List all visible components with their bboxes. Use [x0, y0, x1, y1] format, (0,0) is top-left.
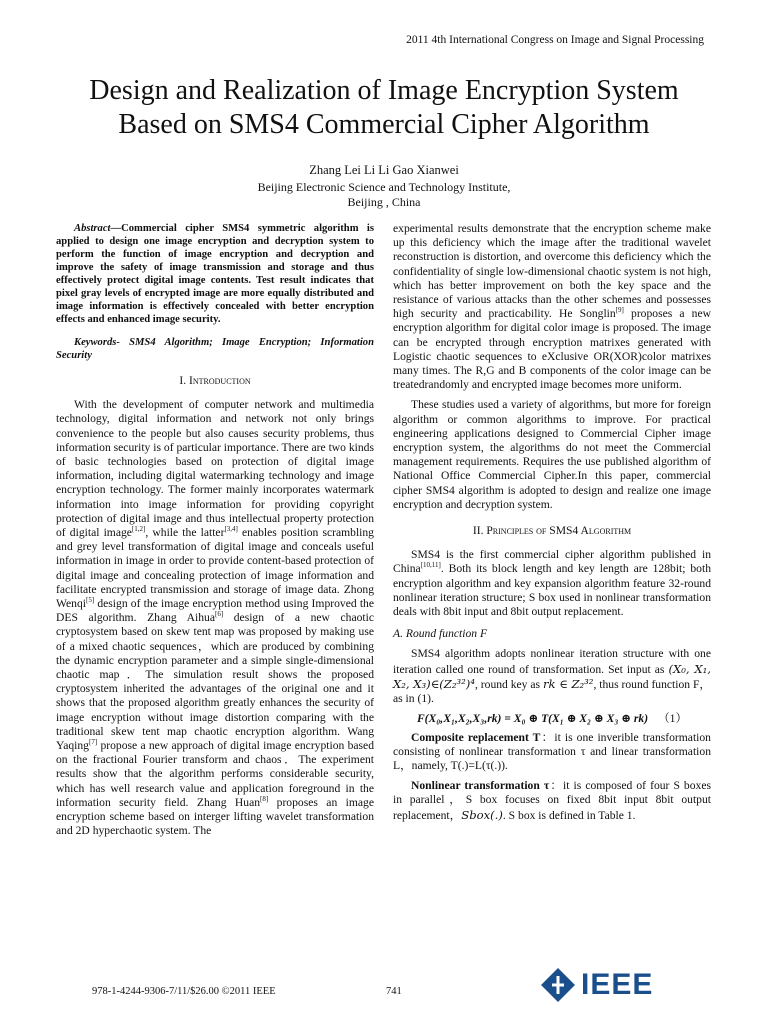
- citation: [8]: [260, 795, 269, 804]
- affiliation-line-2: Beijing , China: [347, 195, 421, 209]
- left-column: [56, 222, 374, 845]
- text-run: SMS4 is the first commercial cipher algorithm published in China: [393, 548, 711, 576]
- text-run: , round key as: [474, 677, 541, 691]
- text-run: proposes a new encryption algorithm for digital color image is proposed. The image can be encrypted through encryption matrixes generated with Logistic chaotic sequences to eXclusive OR(XOR)color matrixes many times. The R,G and B components of the color image can be treatedrandomly and encrypted image becomes more uniform.: [393, 307, 711, 392]
- math-round-key: rk ∈ Z₂³²: [542, 676, 594, 691]
- text-run: design of a new chaotic cryptosystem based on skew tent map was proposed by making use of a mixed chaotic sequences，which are produced by combining the dynamic encryption parameter and a simple single-dimensional chaotic map．The simulation result shows the proposed cryptosystem inherited the advantages of the original one and it shows that the proposed algorithm greatly enhances the security of image encryption without image distortion comparing with the traditional skew tent map chaotic encryption algorithm. Wang Yaqing: [56, 611, 374, 753]
- right-paragraph-5: [393, 731, 711, 774]
- term-label: Composite replacement T: [411, 730, 541, 744]
- authors: Zhang Lei Li Li Gao Xianwei: [309, 163, 459, 177]
- equation-1: [393, 712, 711, 726]
- equation-text: F(X₀,X₁,X₂,X₃,rk) = X₀ ⊕ T(X₁ ⊕ X₂ ⊕ X₃ ⊕ rk): [416, 712, 649, 726]
- text-run: , thus round function F，as in (1).: [393, 677, 712, 706]
- right-paragraph-2: These studies used a variety of algorithms, but more for foreign algorithm or common algorithms to improve. For practical engineering applications designed to Commercial Cipher image encryption system, the algorithms do not meet the Commercial management requirements. Requires the use published algorithm of National Office Commercial Cipher.In this paper, commercial cipher SMS4 algorithm is adopted to design and realize one image encryption and decryption system.: [393, 398, 711, 511]
- right-column: [393, 222, 711, 829]
- citation: [5]: [85, 596, 95, 605]
- subsection-heading-round-function: A. Round function F: [393, 627, 488, 641]
- citation: [6]: [214, 610, 224, 619]
- text-run: , while the latter: [145, 526, 225, 540]
- abstract-label: Abstract: [74, 223, 111, 234]
- keywords: Keywords- SMS4 Algorithm; Image Encryption; Information Security: [56, 337, 374, 361]
- citation: [9]: [615, 306, 624, 315]
- ieee-diamond-icon: [541, 968, 575, 1002]
- text-run: design of the image encryption method using Improved the DES algorithm. Zhang Aihua: [56, 597, 374, 625]
- title-line-1: Design and Realization of Image Encryption System: [89, 75, 679, 106]
- conference-header: 2011 4th International Congress on Image and Signal Processing: [406, 34, 704, 46]
- citation: [3,4]: [224, 525, 238, 534]
- math-input-set: (X₀, X₁, X₂, X₃)∈(Z₂³²)⁴: [393, 661, 711, 691]
- footer-isbn: 978-1-4244-9306-7/11/$26.00 ©2011 IEEE: [92, 986, 276, 997]
- affiliation-line-1: Beijing Electronic Science and Technology Institute,: [257, 180, 511, 194]
- text-run: With the development of computer network and multimedia technology, digital information and network not only brings convenience to the people but also causes security problems, thus information security is of particular importance. There are two kinds of basic technologies based on protection of digital image information, including digital watermarking technology and image encryption technology. The former mainly incorporates watermark information into image information for providing copyright protection of digital image and thus intellectual property protection of digital image: [56, 398, 374, 540]
- paper-title: [40, 74, 728, 142]
- text-run: ：it is composed of four S boxes in parallel，S box focuses on fixed 8bit input 8bit output replacement，: [393, 779, 711, 822]
- section-heading-principles: II. Principles of SMS4 Algorithm: [472, 524, 632, 538]
- citation: [10,11]: [420, 561, 441, 570]
- intro-paragraph: [56, 398, 374, 838]
- abstract: [56, 222, 374, 326]
- citation: [1,2]: [131, 525, 146, 534]
- right-paragraph-4: [393, 647, 711, 706]
- right-paragraph-6: [393, 779, 711, 823]
- text-run: ：it is one inverible transformation consisting of nonlinear transformation τ and linear transformation L，namely, T(.)=L(τ(.)).: [393, 730, 711, 772]
- text-run: SMS4 algorithm adopts nonlinear iteration structure with one iteration called one round of transformation. Set input as: [393, 647, 711, 676]
- text-run: experimental results demonstrate that the encryption scheme make up this deficiency which the image after the traditional wavelet reconstruction is distortion, and overcome this deficiency which the confidentiality of single low-dimensional chaotic system is not high, which has better improvement on both the key space and the resistance of various attacks than the other schemes and possesses high security and practicability. He Songlin: [393, 222, 711, 321]
- text-run: . S box is defined in Table 1.: [502, 808, 636, 822]
- citation: [7]: [88, 738, 98, 747]
- text-run: . Both its block length and key length are 128bit; both encryption algorithm and key expansion algorithm feature 32-round nonlinear iteration structure; S box used in nonlinear transformation deals with 8bit input and 8bit output replacement.: [393, 562, 711, 619]
- title-line-2: Based on SMS4 Commercial Cipher Algorithm: [118, 109, 650, 140]
- math-sbox: Sbox(.): [461, 807, 503, 822]
- right-paragraph-3: [393, 548, 711, 619]
- equation-number: （1）: [658, 712, 688, 726]
- affiliation: [0, 180, 768, 210]
- text-run: enables position scrambling and grey level transformation of digital image and conceals useful information in image in order to provide content-based protection of digital image and concealing protection of image information and facilitate encrypted transmission and storage of image data. Zhong Wenqi: [56, 526, 374, 611]
- ieee-logo: [541, 968, 653, 1002]
- text-run: proposes an image encryption scheme based on interger lifting wavelet transformation and 2D hyperchaotic system. The: [56, 795, 375, 838]
- page-number: 741: [386, 986, 402, 997]
- text-run: propose a new approach of digital image encryption based on the fractional Fourier transform and chaos．The experiment results show that the algorithm performs considerable security, which has well research value and application foreground in the information security field. Zhang Huan: [56, 739, 374, 809]
- right-paragraph-1: [393, 222, 711, 392]
- ieee-logo-text: IEEE: [581, 968, 654, 1001]
- abstract-text: —Commercial cipher SMS4 symmetric algorithm is applied to design one image encryption and decryption system to perform the function of image encryption and decryption and improve the safety of image transmission and storage and thus effectively protect digital image contents. Test result indicates that pixel gray levels of encrypted image are more equally distributed and image information is effectively concealed with better encryption effects and enhanced image security.: [56, 223, 374, 325]
- term-label: Nonlinear transformation τ: [411, 779, 550, 793]
- section-heading-introduction: I. Introduction: [179, 374, 251, 387]
